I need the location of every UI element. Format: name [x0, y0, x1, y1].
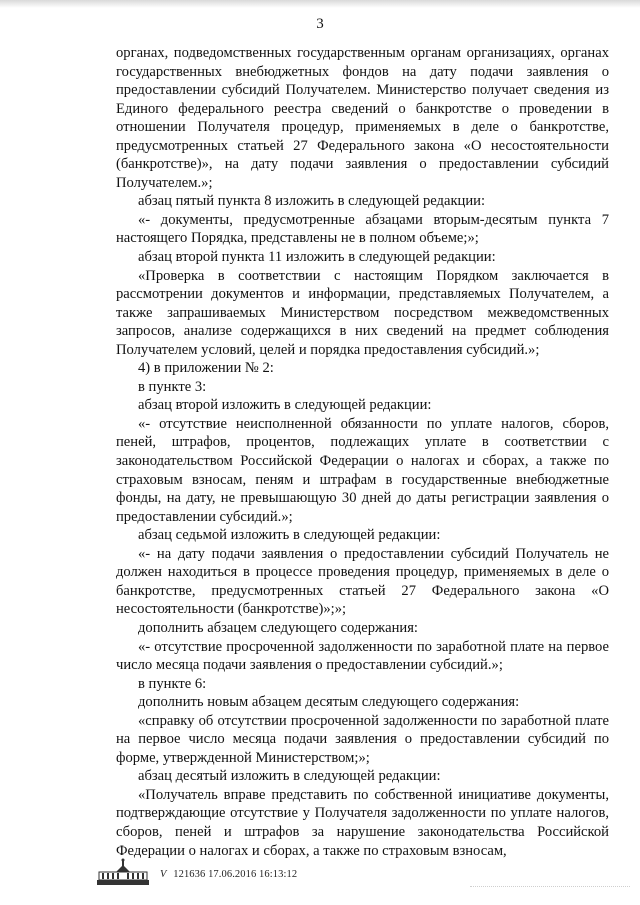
paragraph: дополнить абзацем следующего содержания:: [138, 619, 418, 636]
paragraph: абзац десятый изложить в следующей редакции:: [138, 768, 441, 785]
paragraph: «- отсутствие неисполненной обязанности по уплате налогов, сборов, пеней, штрафов, процентов, подлежащих уплате в соответствии с законодательством Российской Федерации о налогах и сборах, а также по страховым взносам, пеням и штрафам в государственные внебюджетные фонды, на дату, не превышающую 30 дней до даты регистрации заявления о предоставлении субсидий.»;: [116, 415, 609, 525]
document-body: [116, 44, 609, 860]
paragraph: 4) в приложении № 2:: [138, 360, 274, 377]
paragraph: «Проверка в соответствии с настоящим Порядком заключается в рассмотрении документов и информации, представляемых Получателем, а также запрашиваемых Министерством посредством межведомственных запросов, анализе содержащихся в них сведений на предмет соблюдения Получателем условий, целей и порядка предоставления субсидий.»;: [116, 267, 609, 358]
paragraph: абзац пятый пункта 8 изложить в следующей редакции:: [138, 193, 486, 210]
registration-stamp: [160, 869, 297, 880]
paragraph: абзац второй пункта 11 изложить в следующей редакции:: [138, 249, 496, 266]
paragraph: дополнить новым абзацем десятым следующего содержания:: [138, 694, 520, 711]
paragraph: «- документы, предусмотренные абзацами вторым-десятым пункта 7 настоящего Порядка, представлены не в полном объеме;»;: [116, 211, 609, 247]
scan-edge-shadow: [0, 0, 640, 8]
v-mark: V: [160, 869, 167, 880]
paragraph: органах, подведомственных государственным органам организациях, органах государственных внебюджетных фондов на дату подачи заявления о предоставлении субсидий Получателем. Министерство получает сведения из Единого федерального реестра сведений о банкротстве о проведении в отношении Получателя процедур, применяемых в деле о банкротстве, предусмотренных статьей 27 Федерального закона «О несостоятельности (банкротстве)», на дату подачи заявления о предоставлении субсидий Получателем.»;: [116, 45, 609, 191]
paragraph: «Получатель вправе представить по собственной инициативе документы, подтверждающие отсутствие у Получателя задолженности по уплате налогов, сборов, пеней и штрафов за нарушение законодательства Российской Федерации о налогах и сборах, а также по страховым взносам,: [116, 786, 609, 859]
paragraph: «справку об отсутствии просроченной задолженности по заработной плате на первое число месяца подачи заявления о предоставлении субсидий по форме, утвержденной Министерством;»;: [116, 712, 609, 766]
paragraph: абзац второй изложить в следующей редакции:: [138, 397, 432, 414]
scan-artifact: [470, 886, 630, 891]
footer: [96, 858, 456, 888]
building-emblem-icon: [96, 858, 150, 886]
page-number: 3: [316, 16, 324, 32]
paragraph: «- отсутствие просроченной задолженности по заработной плате на первое число месяца подачи заявления о предоставлении субсидий.»;: [116, 638, 609, 674]
paragraph: в пункте 3:: [138, 378, 207, 395]
paragraph: «- на дату подачи заявления о предоставлении субсидий Получатель не должен находиться в процессе проведения процедур, применяемых в деле о банкротстве, предусмотренных статьей 27 Федерального закона «О несостоятельности (банкротстве)»;»;: [116, 545, 609, 618]
paragraph: абзац седьмой изложить в следующей редакции:: [138, 527, 441, 544]
registration-number-datetime: 121636 17.06.2016 16:13:12: [173, 869, 298, 880]
paragraph: в пункте 6:: [138, 675, 207, 692]
